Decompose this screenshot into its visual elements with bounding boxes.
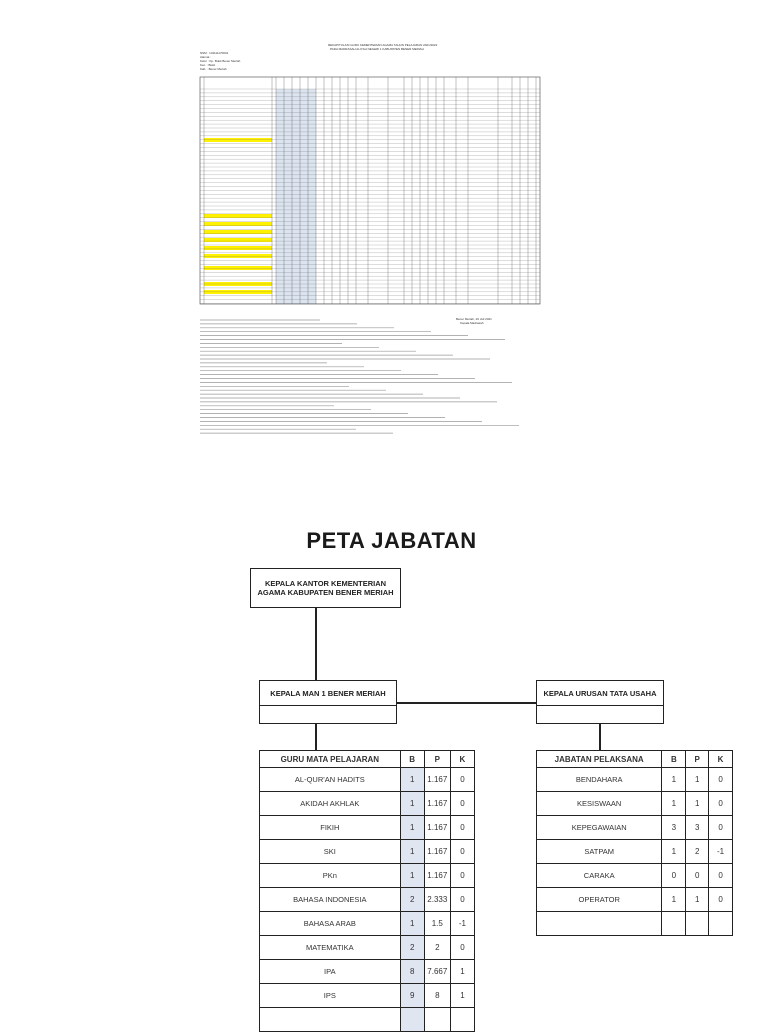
pelaksana-cell-p: 3 — [686, 816, 709, 840]
guru-cell-name: IPS — [260, 984, 401, 1008]
guru-row — [260, 840, 475, 864]
pelaksana-cell-b: 0 — [662, 864, 686, 888]
guru-cell-name: SKI — [260, 840, 401, 864]
guru-cell-b: 8 — [400, 960, 424, 984]
pelaksana-table — [536, 750, 733, 936]
guru-row — [260, 936, 475, 960]
guru-cell-b: 1 — [400, 864, 424, 888]
guru-row — [260, 768, 475, 792]
guru-cell-b: 9 — [400, 984, 424, 1008]
pelaksana-cell-p: 2 — [686, 840, 709, 864]
pelaksana-cell-p: 1 — [686, 792, 709, 816]
pelaksana-row — [537, 768, 733, 792]
guru-cell-name: AL-QUR'AN HADITS — [260, 768, 401, 792]
pelaksana-cell-b: 1 — [662, 888, 686, 912]
guru-empty-cell — [424, 1008, 450, 1032]
guru-cell-name: IPA — [260, 960, 401, 984]
guru-cell-p: 1.5 — [424, 912, 450, 936]
pelaksana-cell-name: SATPAM — [537, 840, 662, 864]
guru-cell-k: 0 — [450, 840, 474, 864]
guru-cell-name: AKIDAH AKHLAK — [260, 792, 401, 816]
sheet-yellow-row — [204, 214, 272, 218]
admin-head-label: KEPALA URUSAN TATA USAHA — [537, 681, 663, 706]
guru-cell-p: 1.167 — [424, 816, 450, 840]
guru-cell-name: BAHASA INDONESIA — [260, 888, 401, 912]
pelaksana-cell-name: BENDAHARA — [537, 768, 662, 792]
pelaksana-cell-k: 0 — [709, 768, 733, 792]
sheet-yellow-row — [204, 290, 272, 294]
pelaksana-cell-k: 0 — [709, 792, 733, 816]
sheet-sign-role: Kepala Madrasah — [460, 321, 484, 325]
guru-cell-b: 1 — [400, 840, 424, 864]
sheet-info-5: Kab. : Bener Meriah — [200, 67, 227, 71]
guru-row — [260, 816, 475, 840]
head-box-label: KEPALA KANTOR KEMENTERIAN AGAMA KABUPATEN BENER MERIAH — [257, 578, 394, 597]
pelaksana-empty-cell — [537, 912, 662, 936]
guru-cell-b: 2 — [400, 936, 424, 960]
pelaksana-cell-p: 1 — [686, 888, 709, 912]
sheet-yellow-row — [204, 246, 272, 250]
pelaksana-row — [537, 816, 733, 840]
pelaksana-header-p: P — [686, 751, 709, 768]
pelaksana-empty-cell — [686, 912, 709, 936]
pelaksana-cell-k: 0 — [709, 816, 733, 840]
guru-cell-k: -1 — [450, 912, 474, 936]
pelaksana-cell-b: 3 — [662, 816, 686, 840]
guru-row — [260, 984, 475, 1008]
connector-admin-pelaksana — [599, 724, 601, 751]
guru-empty-row — [260, 1008, 475, 1032]
school-head-box — [259, 680, 397, 724]
guru-cell-b: 2 — [400, 888, 424, 912]
guru-empty-cell — [450, 1008, 474, 1032]
guru-cell-k: 1 — [450, 984, 474, 1008]
guru-cell-k: 0 — [450, 864, 474, 888]
sheet-blue-band — [276, 89, 316, 304]
guru-cell-k: 1 — [450, 960, 474, 984]
pelaksana-cell-name: OPERATOR — [537, 888, 662, 912]
pelaksana-row — [537, 840, 733, 864]
pelaksana-header-b: B — [662, 751, 686, 768]
pelaksana-cell-name: CARAKA — [537, 864, 662, 888]
sheet-yellow-row — [204, 238, 272, 242]
admin-head-box — [536, 680, 664, 724]
sheet-yellow-row — [204, 138, 272, 142]
sheet-sign-place: Bener Meriah, 20 Juli 2021 — [456, 317, 492, 321]
pelaksana-row — [537, 888, 733, 912]
guru-header-name: GURU MATA PELAJARAN — [260, 751, 401, 768]
guru-cell-name: BAHASA ARAB — [260, 912, 401, 936]
recap-spreadsheet — [198, 42, 570, 442]
guru-cell-name: MATEMATIKA — [260, 936, 401, 960]
guru-cell-k: 0 — [450, 768, 474, 792]
sheet-yellow-row — [204, 266, 272, 270]
pelaksana-header-k: K — [709, 751, 733, 768]
sheet-title-2: PADA MADRASAH ALIYAH NEGERI 1 KABUPATEN BENER MERIAH — [330, 47, 424, 51]
head-box — [250, 568, 401, 608]
pelaksana-cell-p: 0 — [686, 864, 709, 888]
sheet-info-2: Alamat : — [200, 55, 212, 59]
guru-cell-p: 1.167 — [424, 792, 450, 816]
guru-empty-cell — [260, 1008, 401, 1032]
pelaksana-cell-k: -1 — [709, 840, 733, 864]
pelaksana-cell-k: 0 — [709, 888, 733, 912]
guru-row — [260, 864, 475, 888]
guru-cell-b: 1 — [400, 768, 424, 792]
guru-row — [260, 792, 475, 816]
sheet-info-4: Kec. : Bukit — [200, 63, 216, 67]
pelaksana-cell-b: 1 — [662, 768, 686, 792]
guru-row — [260, 888, 475, 912]
guru-cell-k: 0 — [450, 792, 474, 816]
pelaksana-row — [537, 864, 733, 888]
guru-cell-k: 0 — [450, 888, 474, 912]
pelaksana-empty-cell — [709, 912, 733, 936]
guru-cell-p: 1.167 — [424, 840, 450, 864]
guru-cell-b: 1 — [400, 816, 424, 840]
pelaksana-cell-b: 1 — [662, 840, 686, 864]
pelaksana-cell-name: KEPEGAWAIAN — [537, 816, 662, 840]
guru-cell-b: 1 — [400, 912, 424, 936]
connector-horizontal — [397, 702, 536, 704]
page-title: PETA JABATAN — [306, 528, 477, 553]
guru-cell-p: 2.333 — [424, 888, 450, 912]
guru-cell-k: 0 — [450, 816, 474, 840]
pelaksana-cell-b: 1 — [662, 792, 686, 816]
guru-header-k: K — [450, 751, 474, 768]
pelaksana-row — [537, 792, 733, 816]
guru-header-p: P — [424, 751, 450, 768]
school-head-label: KEPALA MAN 1 BENER MERIAH — [260, 681, 396, 706]
pelaksana-header-name: JABATAN PELAKSANA — [537, 751, 662, 768]
guru-cell-k: 0 — [450, 936, 474, 960]
guru-cell-p: 2 — [424, 936, 450, 960]
guru-empty-cell — [400, 1008, 424, 1032]
guru-row — [260, 960, 475, 984]
guru-cell-p: 1.167 — [424, 864, 450, 888]
pelaksana-cell-p: 1 — [686, 768, 709, 792]
pelaksana-empty-cell — [662, 912, 686, 936]
sheet-grid — [198, 42, 570, 442]
sheet-info-1: NSM : 131111170001 — [200, 51, 229, 55]
sheet-title-1: REKAPITULASI GURU KEMENTERIAN AGAMA TAHUN PELAJARAN 2021/2022 — [328, 43, 438, 47]
guru-cell-b: 1 — [400, 792, 424, 816]
sheet-info-3: Kelur : Kp. Bukit Bener Meriah — [200, 59, 241, 63]
guru-cell-p: 8 — [424, 984, 450, 1008]
sheet-yellow-row — [204, 254, 272, 258]
guru-cell-p: 7.667 — [424, 960, 450, 984]
pelaksana-empty-row — [537, 912, 733, 936]
pelaksana-cell-name: KESISWAAN — [537, 792, 662, 816]
guru-cell-p: 1.167 — [424, 768, 450, 792]
connector-school-guru — [315, 724, 317, 751]
guru-cell-name: FIKIH — [260, 816, 401, 840]
connector-vertical-top — [315, 608, 317, 681]
guru-cell-name: PKn — [260, 864, 401, 888]
guru-table — [259, 750, 475, 1032]
guru-header-b: B — [400, 751, 424, 768]
guru-row — [260, 912, 475, 936]
pelaksana-cell-k: 0 — [709, 864, 733, 888]
